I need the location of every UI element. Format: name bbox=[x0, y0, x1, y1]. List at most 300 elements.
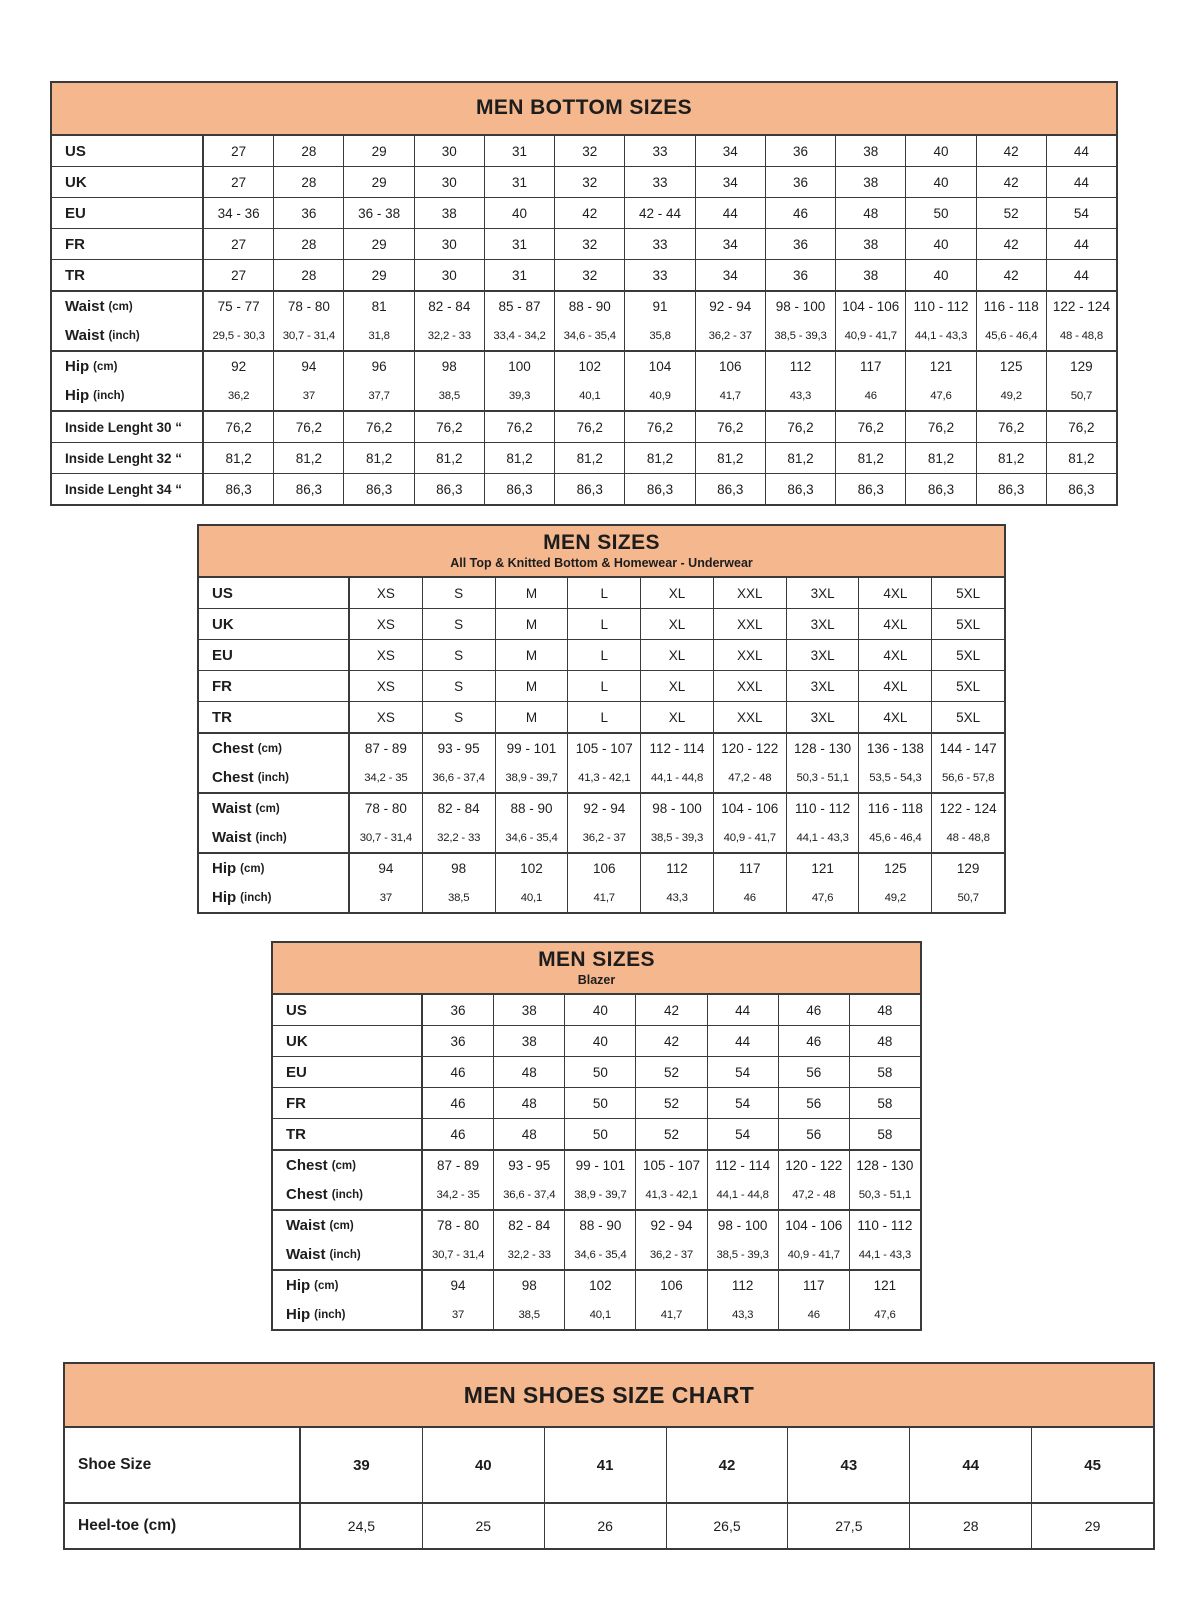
cell-value: 54 bbox=[708, 1119, 779, 1149]
cell-value: 129 bbox=[956, 861, 980, 876]
cell-value: 5XL bbox=[956, 709, 981, 725]
cell-value: 117 bbox=[779, 1271, 850, 1300]
cell-value: 76,2 bbox=[555, 412, 625, 442]
row-label-text: Inside Lenght 30 “ bbox=[65, 419, 183, 435]
cell-value: 40 bbox=[906, 167, 976, 197]
cell-value: 36,6 - 37,4 bbox=[423, 763, 496, 792]
cell-value: 44,1 - 44,8 bbox=[641, 763, 714, 792]
cell-value: S bbox=[423, 609, 496, 639]
cell-value: 98 bbox=[494, 1271, 565, 1300]
cell-value: 44,1 - 43,3 bbox=[787, 823, 860, 852]
row-label-text: UK bbox=[286, 1032, 308, 1050]
cell-value: 104 - 106 bbox=[779, 1211, 850, 1240]
cell-value: 31 bbox=[485, 136, 555, 166]
cell-value: S bbox=[423, 578, 496, 608]
cell-value: 92 bbox=[204, 352, 274, 381]
cell-value: 112 bbox=[641, 854, 714, 883]
table-row bbox=[52, 352, 1116, 381]
table-section bbox=[65, 1504, 1153, 1548]
cell-value: 76,2 bbox=[906, 412, 976, 442]
cell-value: XXL bbox=[714, 578, 787, 608]
cell-value: 38,5 - 39,3 bbox=[708, 1240, 779, 1269]
cell-value: 81,2 bbox=[274, 443, 344, 473]
cell-value: 76,2 bbox=[696, 412, 766, 442]
cell-value: 26 bbox=[545, 1504, 667, 1548]
cell-value: 102 bbox=[496, 854, 569, 883]
cell-value: 110 - 112 bbox=[857, 1218, 913, 1233]
table-section bbox=[273, 1211, 920, 1271]
cell-value: 37 bbox=[423, 1300, 494, 1329]
cell-value: 40 bbox=[906, 136, 976, 166]
cell-value: 86,3 bbox=[344, 474, 414, 504]
row-label-unit: (cm) bbox=[93, 360, 118, 373]
cell-value: 38 bbox=[836, 260, 906, 290]
cell-value: 94 bbox=[350, 854, 423, 883]
row-label bbox=[199, 823, 350, 852]
cell-value: 28 bbox=[274, 136, 344, 166]
cell-value: 56,6 - 57,8 bbox=[942, 771, 995, 784]
table-row bbox=[65, 1504, 1153, 1548]
cell-value: 28 bbox=[274, 229, 344, 259]
cell-value: 81,2 bbox=[696, 443, 766, 473]
cell-value: 49,2 bbox=[859, 883, 932, 912]
row-label bbox=[273, 1088, 423, 1118]
cell-value: L bbox=[568, 671, 641, 701]
row-label bbox=[273, 995, 423, 1025]
table-row bbox=[199, 883, 1004, 912]
cell-value: 105 - 107 bbox=[636, 1151, 707, 1180]
cell-value: XXL bbox=[714, 640, 787, 670]
cell-value: 41,7 bbox=[568, 883, 641, 912]
cell-value: 144 - 147 bbox=[939, 741, 997, 756]
cell-value: 93 - 95 bbox=[423, 734, 496, 763]
row-label bbox=[52, 474, 204, 504]
cell-value: 120 - 122 bbox=[714, 734, 787, 763]
cell-value: 121 bbox=[873, 1278, 897, 1293]
cell-value: 36 bbox=[766, 260, 836, 290]
row-label bbox=[199, 609, 350, 639]
cell-value: 48 bbox=[877, 1002, 893, 1018]
cell-value: 76,2 bbox=[415, 412, 485, 442]
table-row bbox=[273, 1271, 920, 1300]
cell-value: 47,2 - 48 bbox=[714, 763, 787, 792]
men-sizes-blazer-table bbox=[271, 941, 922, 1331]
cell-value: 86,3 bbox=[977, 474, 1047, 504]
table-row bbox=[52, 229, 1116, 260]
cell-value: 93 - 95 bbox=[494, 1151, 565, 1180]
cell-value: 52 bbox=[977, 198, 1047, 228]
cell-value: 42 bbox=[977, 136, 1047, 166]
row-label-text: EU bbox=[212, 646, 233, 664]
cell-value: 26,5 bbox=[667, 1504, 789, 1548]
cell-value: 122 - 124 bbox=[939, 801, 997, 816]
row-label bbox=[199, 763, 350, 792]
cell-value: 86,3 bbox=[836, 474, 906, 504]
cell-value: 110 - 112 bbox=[906, 292, 976, 321]
row-label-unit: (inch) bbox=[255, 831, 287, 844]
cell-value: 81,2 bbox=[344, 443, 414, 473]
table-row bbox=[52, 321, 1116, 350]
row-label-text: TR bbox=[212, 708, 232, 726]
table-row bbox=[199, 640, 1004, 671]
cell-value: 38 bbox=[415, 198, 485, 228]
row-label bbox=[52, 292, 204, 321]
row-label-unit: (cm) bbox=[257, 742, 282, 755]
cell-value: 92 - 94 bbox=[696, 292, 766, 321]
table-row bbox=[199, 671, 1004, 702]
cell-value: 125 bbox=[977, 352, 1047, 381]
cell-value: 32 bbox=[555, 167, 625, 197]
row-label bbox=[52, 198, 204, 228]
cell-value: 30,7 - 31,4 bbox=[274, 321, 344, 350]
cell-value: 48 bbox=[494, 1119, 565, 1149]
table-row bbox=[52, 443, 1116, 474]
cell-value: 104 bbox=[625, 352, 695, 381]
cell-value: 48 bbox=[836, 198, 906, 228]
cell-value: 36 bbox=[423, 1026, 494, 1056]
table-row bbox=[273, 1180, 920, 1209]
cell-value: 78 - 80 bbox=[423, 1211, 494, 1240]
cell-value: 3XL bbox=[787, 640, 860, 670]
table-section bbox=[52, 412, 1116, 504]
cell-value: 48 bbox=[494, 1088, 565, 1118]
cell-value: 42 bbox=[555, 198, 625, 228]
row-label bbox=[273, 1240, 423, 1269]
cell-value: 46 bbox=[714, 883, 787, 912]
cell-value: 76,2 bbox=[766, 412, 836, 442]
table-row bbox=[52, 260, 1116, 290]
cell-value: XXL bbox=[714, 609, 787, 639]
cell-value: 106 bbox=[636, 1271, 707, 1300]
cell-value: 102 bbox=[565, 1271, 636, 1300]
cell-value: 30 bbox=[415, 229, 485, 259]
table-row bbox=[52, 474, 1116, 504]
row-label-text: US bbox=[65, 142, 86, 160]
cell-value: 3XL bbox=[787, 609, 860, 639]
cell-value: 48 bbox=[877, 1033, 893, 1049]
cell-value: 58 bbox=[877, 1126, 893, 1142]
cell-value: 38 bbox=[836, 167, 906, 197]
row-label-unit: (inch) bbox=[329, 1248, 361, 1261]
cell-value: 81 bbox=[344, 292, 414, 321]
cell-value: 38 bbox=[494, 995, 565, 1025]
cell-value: 104 - 106 bbox=[836, 292, 906, 321]
cell-value: 40,9 - 41,7 bbox=[779, 1240, 850, 1269]
cell-value: 41 bbox=[545, 1428, 667, 1502]
cell-value: 4XL bbox=[859, 609, 932, 639]
cell-value: 46 bbox=[779, 1300, 850, 1329]
cell-value: 34 - 36 bbox=[204, 198, 274, 228]
row-label bbox=[273, 1026, 423, 1056]
cell-value: 40,1 bbox=[565, 1300, 636, 1329]
cell-value: 36,2 - 37 bbox=[636, 1240, 707, 1269]
cell-value: 31 bbox=[485, 260, 555, 290]
cell-value: 136 - 138 bbox=[859, 734, 932, 763]
row-label-text: Heel-toe (cm) bbox=[78, 1517, 177, 1534]
row-label-unit: (cm) bbox=[255, 802, 280, 815]
men-bottom-sizes-body bbox=[52, 136, 1116, 504]
cell-value: 58 bbox=[877, 1095, 893, 1111]
cell-value: 48 - 48,8 bbox=[1059, 329, 1104, 342]
cell-value: XS bbox=[350, 640, 423, 670]
cell-value: 120 - 122 bbox=[779, 1151, 850, 1180]
cell-value: 48 bbox=[494, 1057, 565, 1087]
cell-value: 50 bbox=[565, 1088, 636, 1118]
men-sizes-blazer-header bbox=[273, 943, 920, 995]
cell-value: 29 bbox=[344, 167, 414, 197]
cell-value: 76,2 bbox=[977, 412, 1047, 442]
cell-value: S bbox=[423, 702, 496, 732]
cell-value: 36 bbox=[766, 229, 836, 259]
men-bottom-sizes-header bbox=[52, 83, 1116, 136]
row-label-unit: (cm) bbox=[331, 1159, 356, 1172]
row-label-text: FR bbox=[286, 1094, 306, 1112]
cell-value: 116 - 118 bbox=[977, 292, 1047, 321]
cell-value: 46 bbox=[766, 198, 836, 228]
cell-value: 98 - 100 bbox=[766, 292, 836, 321]
table-title: MEN BOTTOM SIZES bbox=[475, 96, 693, 120]
cell-value: XS bbox=[350, 609, 423, 639]
cell-value: 4XL bbox=[859, 640, 932, 670]
row-label-text: TR bbox=[286, 1125, 306, 1143]
cell-value: XL bbox=[641, 640, 714, 670]
cell-value: 29 bbox=[344, 229, 414, 259]
cell-value: 34,2 - 35 bbox=[350, 763, 423, 792]
cell-value: 117 bbox=[714, 854, 787, 883]
cell-value: 32,2 - 33 bbox=[423, 823, 496, 852]
cell-value: 42 bbox=[636, 995, 707, 1025]
table-section bbox=[273, 1151, 920, 1211]
cell-value: 29 bbox=[1084, 1518, 1101, 1534]
row-label bbox=[273, 1151, 423, 1180]
cell-value: XXL bbox=[714, 671, 787, 701]
table-row bbox=[199, 702, 1004, 732]
row-label-text: Inside Lenght 32 “ bbox=[65, 450, 183, 466]
cell-value: 86,3 bbox=[766, 474, 836, 504]
cell-value: 112 - 114 bbox=[641, 734, 714, 763]
cell-value: XL bbox=[641, 702, 714, 732]
cell-value: 30 bbox=[415, 136, 485, 166]
cell-value: 30,7 - 31,4 bbox=[423, 1240, 494, 1269]
cell-value: 38 bbox=[494, 1026, 565, 1056]
cell-value: 43 bbox=[788, 1428, 910, 1502]
cell-value: 37 bbox=[350, 883, 423, 912]
cell-value: 33 bbox=[625, 167, 695, 197]
cell-value: 4XL bbox=[859, 578, 932, 608]
cell-value: 38,9 - 39,7 bbox=[565, 1180, 636, 1209]
cell-value: 25 bbox=[423, 1504, 545, 1548]
table-section bbox=[273, 995, 920, 1151]
men-bottom-sizes-table bbox=[50, 81, 1118, 506]
row-label bbox=[273, 1180, 423, 1209]
cell-value: 28 bbox=[910, 1504, 1032, 1548]
cell-value: 81,2 bbox=[415, 443, 485, 473]
cell-value: S bbox=[423, 671, 496, 701]
cell-value: 38,5 - 39,3 bbox=[641, 823, 714, 852]
cell-value: 46 bbox=[779, 995, 850, 1025]
cell-value: 76,2 bbox=[1068, 419, 1095, 435]
cell-value: 53,5 - 54,3 bbox=[859, 763, 932, 792]
row-label bbox=[199, 578, 350, 608]
cell-value: 98 - 100 bbox=[708, 1211, 779, 1240]
cell-value: 40,9 - 41,7 bbox=[836, 321, 906, 350]
table-section bbox=[199, 794, 1004, 854]
cell-value: 104 - 106 bbox=[714, 794, 787, 823]
cell-value: 40 bbox=[423, 1428, 545, 1502]
cell-value: 47,6 bbox=[787, 883, 860, 912]
cell-value: 112 - 114 bbox=[708, 1151, 779, 1180]
cell-value: 32,2 - 33 bbox=[494, 1240, 565, 1269]
cell-value: 129 bbox=[1070, 359, 1093, 374]
cell-value: 36 bbox=[274, 198, 344, 228]
row-label-unit: (inch) bbox=[108, 329, 140, 342]
cell-value: 46 bbox=[836, 381, 906, 410]
cell-value: 32 bbox=[555, 136, 625, 166]
cell-value: 86,3 bbox=[906, 474, 976, 504]
cell-value: 27 bbox=[204, 136, 274, 166]
cell-value: 27 bbox=[204, 167, 274, 197]
cell-value: 78 - 80 bbox=[274, 292, 344, 321]
cell-value: 86,3 bbox=[204, 474, 274, 504]
cell-value: 86,3 bbox=[485, 474, 555, 504]
row-label bbox=[273, 1271, 423, 1300]
cell-value: 34,6 - 35,4 bbox=[555, 321, 625, 350]
cell-value: 122 - 124 bbox=[1052, 299, 1110, 314]
cell-value: 44,1 - 44,8 bbox=[708, 1180, 779, 1209]
row-label-text: Shoe Size bbox=[78, 1456, 152, 1473]
table-row bbox=[273, 1057, 920, 1088]
cell-value: 52 bbox=[636, 1088, 707, 1118]
cell-value: 56 bbox=[779, 1088, 850, 1118]
men-sizes-top-body bbox=[199, 578, 1004, 912]
cell-value: 38,5 bbox=[415, 381, 485, 410]
row-label-text: EU bbox=[65, 204, 86, 222]
cell-value: 50 bbox=[565, 1119, 636, 1149]
row-label bbox=[199, 883, 350, 912]
cell-value: 33 bbox=[625, 229, 695, 259]
cell-value: 117 bbox=[836, 352, 906, 381]
cell-value: 3XL bbox=[787, 702, 860, 732]
table-section bbox=[52, 352, 1116, 412]
cell-value: 106 bbox=[568, 854, 641, 883]
row-label-text: Waist bbox=[286, 1217, 326, 1234]
table-row bbox=[199, 794, 1004, 823]
cell-value: 88 - 90 bbox=[565, 1211, 636, 1240]
row-label-text: Hip bbox=[286, 1277, 311, 1294]
men-sizes-top-table bbox=[197, 524, 1006, 914]
table-title: MEN SIZES bbox=[538, 947, 655, 971]
cell-value: 40 bbox=[565, 995, 636, 1025]
row-label-text: UK bbox=[65, 173, 87, 191]
row-label-unit: (inch) bbox=[331, 1188, 363, 1201]
row-label bbox=[199, 640, 350, 670]
table-row bbox=[65, 1428, 1153, 1502]
cell-value: 86,3 bbox=[274, 474, 344, 504]
cell-value: 47,2 - 48 bbox=[779, 1180, 850, 1209]
cell-value: 52 bbox=[636, 1119, 707, 1149]
cell-value: 37,7 bbox=[344, 381, 414, 410]
cell-value: 105 - 107 bbox=[568, 734, 641, 763]
cell-value: 86,3 bbox=[1068, 481, 1095, 497]
row-label bbox=[52, 381, 204, 410]
cell-value: 30,7 - 31,4 bbox=[350, 823, 423, 852]
table-row bbox=[199, 854, 1004, 883]
cell-value: 31 bbox=[485, 167, 555, 197]
cell-value: XXL bbox=[714, 702, 787, 732]
cell-value: 98 - 100 bbox=[641, 794, 714, 823]
cell-value: 34,6 - 35,4 bbox=[565, 1240, 636, 1269]
cell-value: 81,2 bbox=[204, 443, 274, 473]
cell-value: M bbox=[496, 671, 569, 701]
cell-value: 128 - 130 bbox=[856, 1158, 914, 1173]
cell-value: 5XL bbox=[956, 585, 981, 601]
cell-value: 4XL bbox=[859, 702, 932, 732]
cell-value: 50,7 bbox=[1070, 389, 1093, 402]
cell-value: 34 bbox=[696, 136, 766, 166]
cell-value: 40 bbox=[906, 229, 976, 259]
cell-value: 33 bbox=[625, 136, 695, 166]
cell-value: XL bbox=[641, 671, 714, 701]
cell-value: 3XL bbox=[787, 578, 860, 608]
cell-value: 48 - 48,8 bbox=[946, 831, 990, 844]
cell-value: XL bbox=[641, 609, 714, 639]
cell-value: 88 - 90 bbox=[555, 292, 625, 321]
cell-value: L bbox=[568, 702, 641, 732]
cell-value: 36,6 - 37,4 bbox=[494, 1180, 565, 1209]
table-row bbox=[52, 198, 1116, 229]
cell-value: 50 bbox=[906, 198, 976, 228]
cell-value: 86,3 bbox=[625, 474, 695, 504]
cell-value: 44 bbox=[1073, 174, 1089, 190]
row-label-unit: (cm) bbox=[314, 1279, 339, 1292]
cell-value: 40,9 - 41,7 bbox=[714, 823, 787, 852]
cell-value: 36 - 38 bbox=[344, 198, 414, 228]
cell-value: 91 bbox=[625, 292, 695, 321]
table-row bbox=[199, 823, 1004, 852]
cell-value: 27 bbox=[204, 260, 274, 290]
row-label-text: Hip bbox=[286, 1306, 311, 1323]
cell-value: M bbox=[496, 609, 569, 639]
men-shoes-size-chart-body bbox=[65, 1428, 1153, 1548]
cell-value: 92 - 94 bbox=[636, 1211, 707, 1240]
cell-value: 121 bbox=[787, 854, 860, 883]
cell-value: 38 bbox=[836, 136, 906, 166]
cell-value: 50,3 - 51,1 bbox=[858, 1188, 912, 1201]
cell-value: 28 bbox=[274, 260, 344, 290]
row-label bbox=[52, 260, 204, 290]
row-label bbox=[52, 443, 204, 473]
row-label bbox=[273, 1119, 423, 1149]
table-row bbox=[199, 609, 1004, 640]
row-label bbox=[52, 321, 204, 350]
table-section bbox=[52, 136, 1116, 292]
table-row bbox=[273, 1211, 920, 1240]
cell-value: 81,2 bbox=[906, 443, 976, 473]
cell-value: 50,7 bbox=[957, 891, 979, 904]
cell-value: 28 bbox=[274, 167, 344, 197]
table-row bbox=[52, 381, 1116, 410]
cell-value: 86,3 bbox=[415, 474, 485, 504]
cell-value: 112 bbox=[766, 352, 836, 381]
cell-value: 29,5 - 30,3 bbox=[204, 321, 274, 350]
cell-value: 81,2 bbox=[836, 443, 906, 473]
cell-value: 36,2 - 37 bbox=[696, 321, 766, 350]
cell-value: 49,2 bbox=[977, 381, 1047, 410]
cell-value: 38,5 bbox=[494, 1300, 565, 1329]
cell-value: 38,9 - 39,7 bbox=[496, 763, 569, 792]
row-label bbox=[199, 671, 350, 701]
cell-value: 36 bbox=[766, 136, 836, 166]
